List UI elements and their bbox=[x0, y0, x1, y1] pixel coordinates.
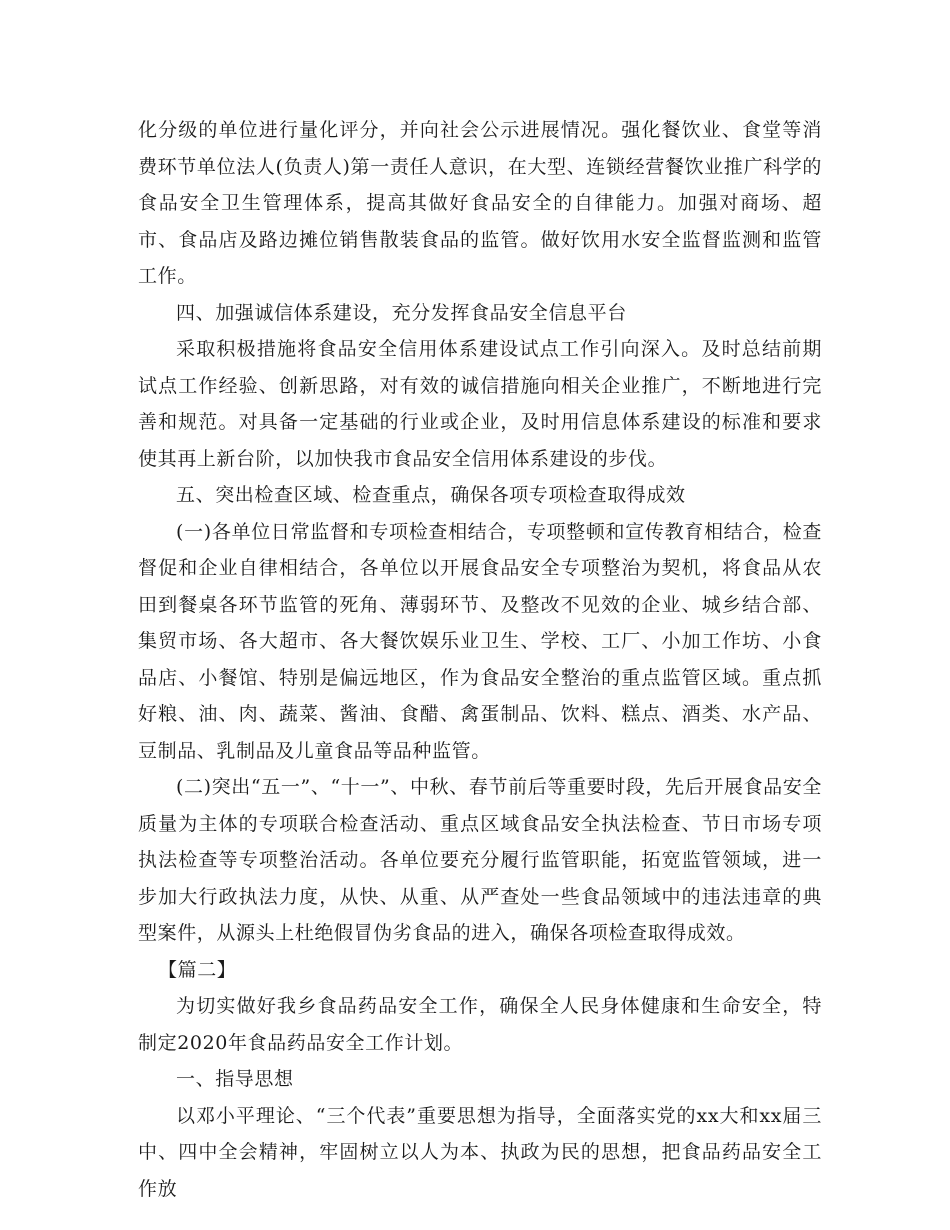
paragraph-credit-system: 采取积极措施将食品安全信用体系建设试点工作引向深入。及时总结前期试点工作经验、创新思路，对有效的诚信措施向相关企业推广，不断地进行完善和规范。对具备一定基础的行业或企业，及时用信息体系建设的标准和要求使其再上新台阶，以加快我市食品安全信用体系建设的步伐。 bbox=[138, 338, 822, 470]
paragraph-plan-intro: 为切实做好我乡食品药品安全工作，确保全人民身体健康和生命安全，特制定2020年食品药品安全工作计划。 bbox=[138, 995, 822, 1054]
paragraph-item-one: (一)各单位日常监督和专项检查相结合，专项整顿和宣传教育相结合，检查督促和企业自律相结合，各单位以开展食品安全专项整治为契机，将食品从农田到餐桌各环节监管的死角、薄弱环节、及整改不见效的企业、城乡结合部、集贸市场、各大超市、各大餐饮娱乐业卫生、学校、工厂、小加工作坊、小食品店、小餐馆、特别是偏远地区，作为食品安全整治的重点监管区域。重点抓好粮、油、肉、蔬菜、酱油、食醋、禽蛋制品、饮料、糕点、酒类、水产品、豆制品、乳制品及儿童食品等品种监管。 bbox=[138, 520, 822, 762]
section-heading-four: 四、加强诚信体系建设，充分发挥食品安全信息平台 bbox=[176, 301, 627, 324]
section-heading-guiding-idea: 一、指导思想 bbox=[176, 1068, 294, 1090]
part-two-title: 【篇二】 bbox=[158, 958, 237, 981]
paragraph-guiding-idea: 以邓小平理论、“三个代表”重要思想为指导，全面落实党的xx大和xx届三中、四中全会精神，牢固树立以人为本、执政为民的思想，把食品药品安全工作放 bbox=[138, 1104, 822, 1200]
section-heading-five: 五、突出检查区域、检查重点，确保各项专项检查取得成效 bbox=[176, 484, 686, 506]
paragraph-item-two: (二)突出“五一”、“十一”、中秋、春节前后等重要时段，先后开展食品安全质量为主体的专项联合检查活动、重点区域食品安全执法检查、节日市场专项执法检查等专项整治活动。各单位要充分履行监管职能，拓宽监管领域，进一步加大行政执法力度，从快、从重、从严查处一些食品领域中的违法违章的典型案件，从源头上杜绝假冒伪劣食品的进入，确保各项检查取得成效。 bbox=[138, 776, 822, 944]
paragraph-continued: 化分级的单位进行量化评分，并向社会公示进展情况。强化餐饮业、食堂等消费环节单位法人(负责人)第一责任人意识，在大型、连锁经营餐饮业推广科学的食品安全卫生管理体系，提高其做好食品安全的自律能力。加强对商场、超市、食品店及路边摊位销售散装食品的监管。做好饮用水安全监督监测和监管工作。 bbox=[138, 119, 822, 287]
document-page bbox=[138, 112, 822, 1207]
